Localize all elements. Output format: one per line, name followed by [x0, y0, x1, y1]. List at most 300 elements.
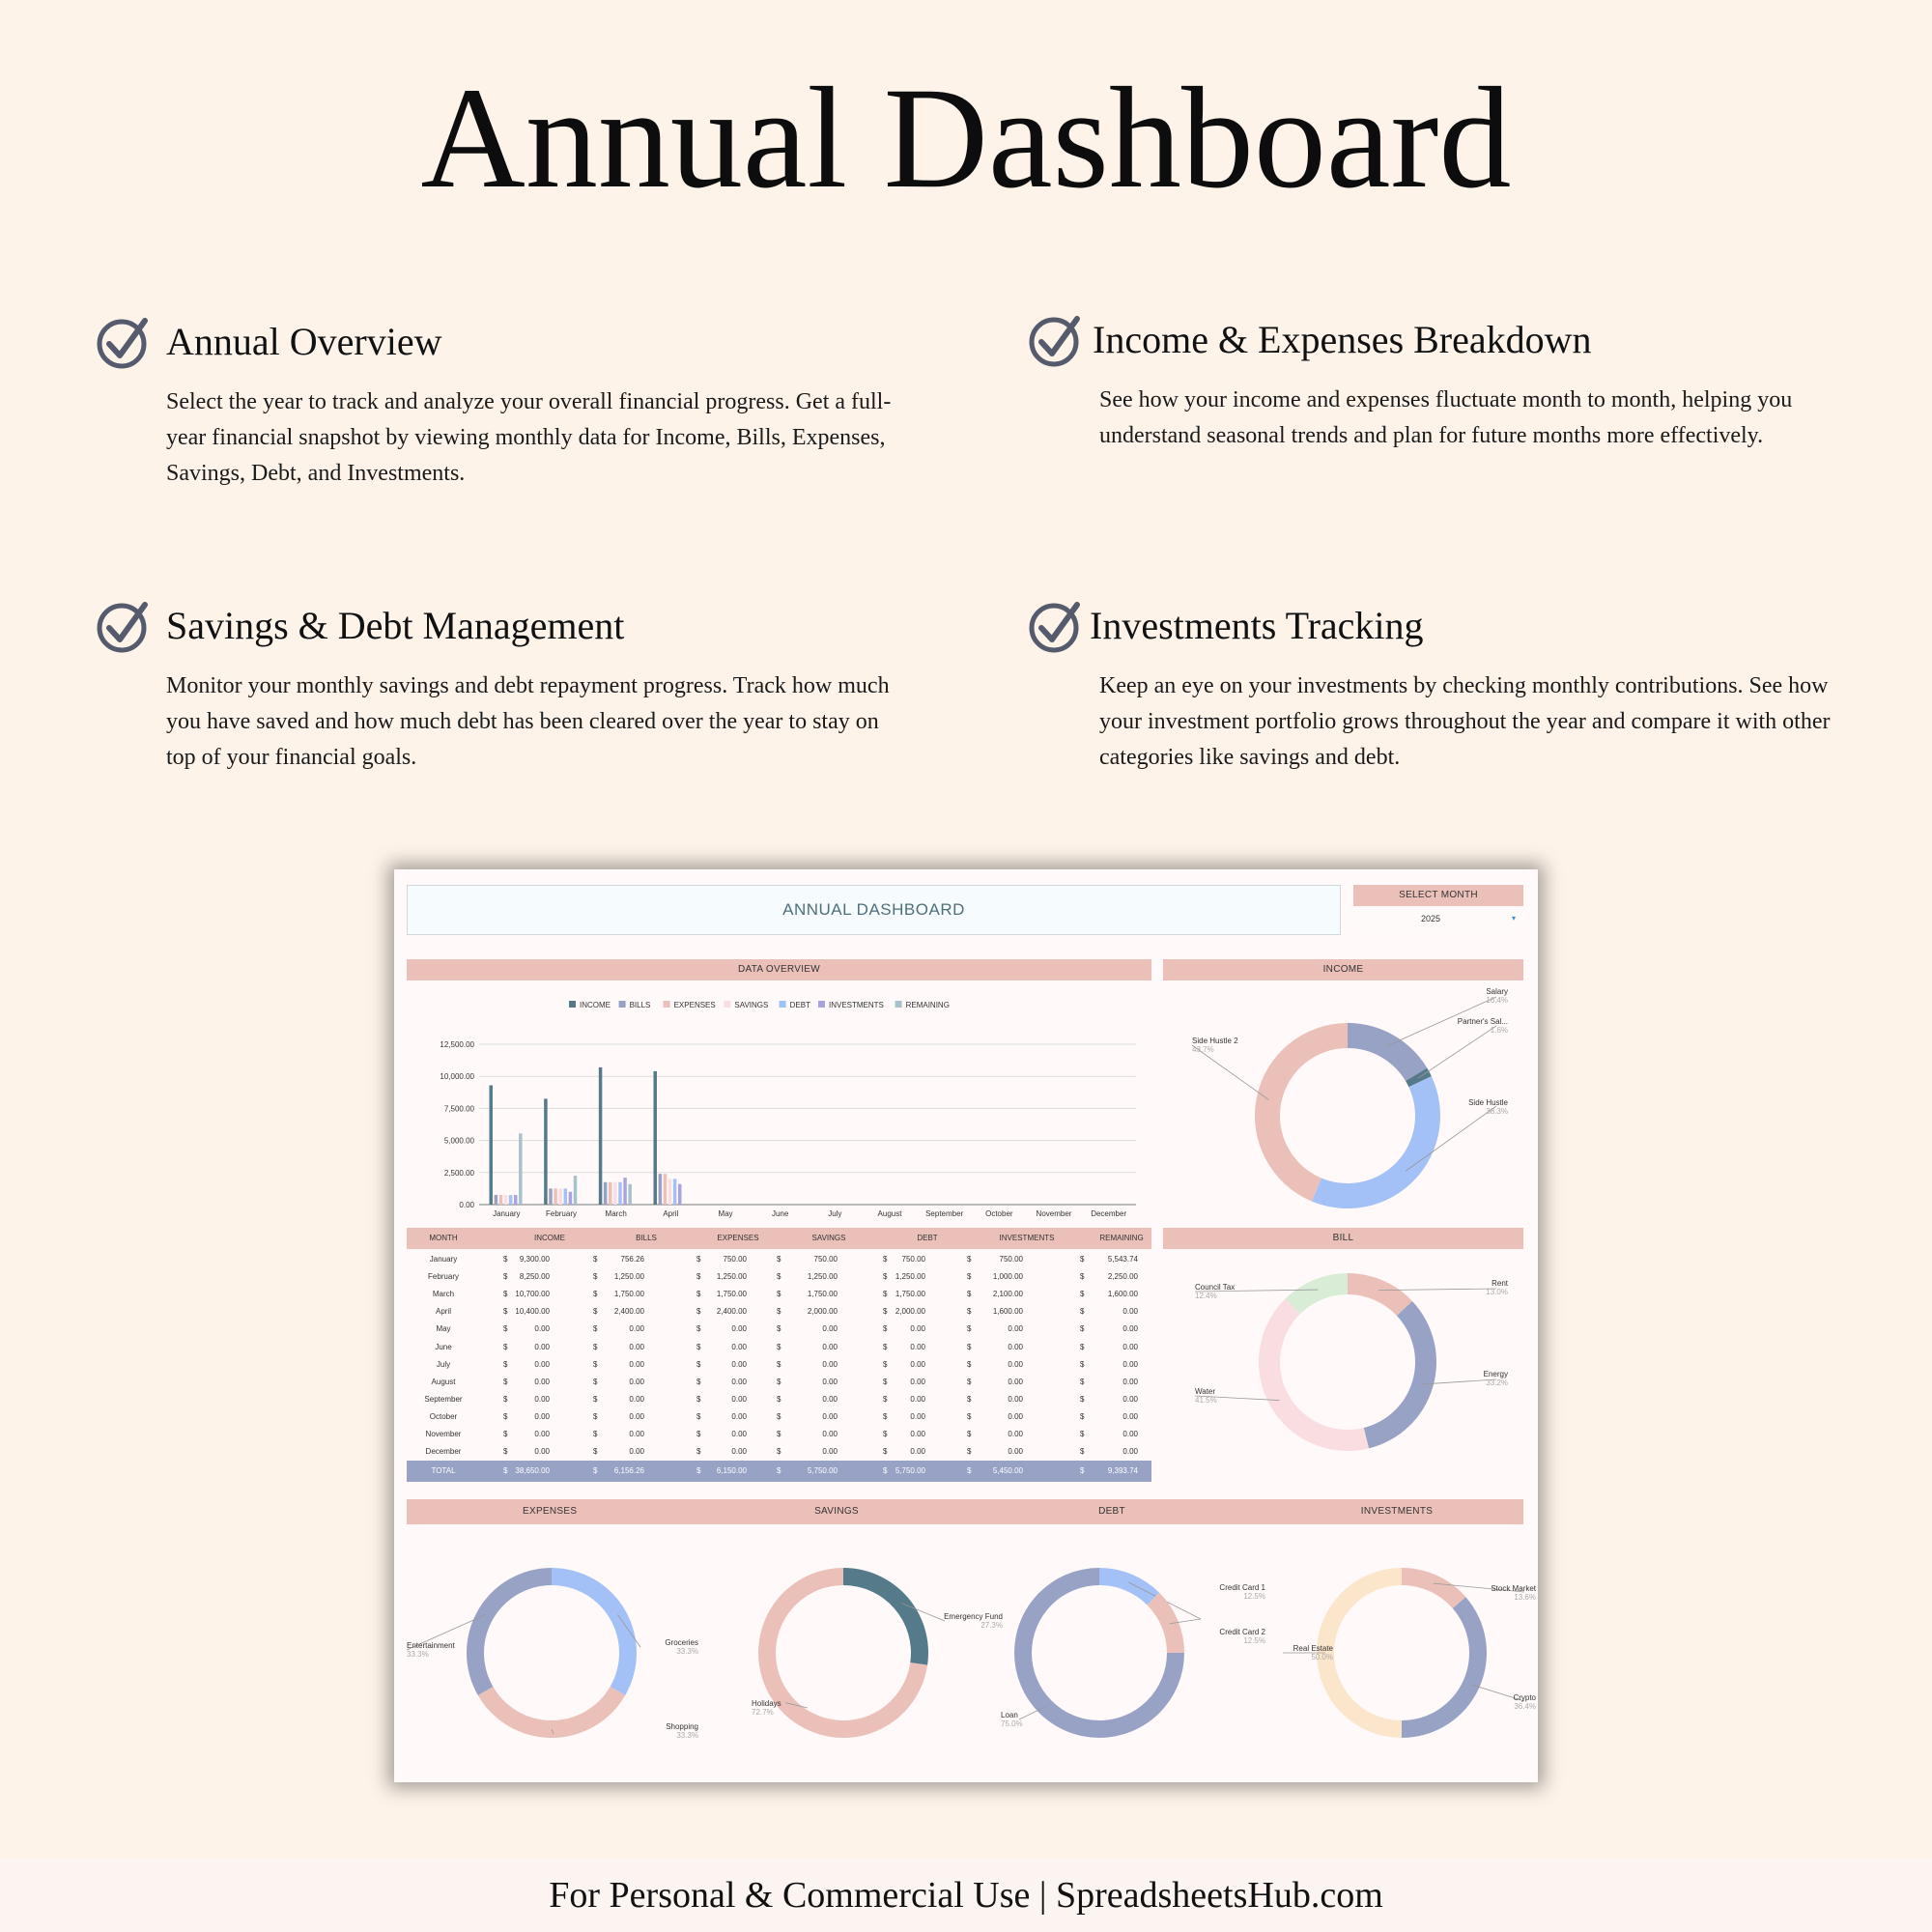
table-cell: 6,156.26	[613, 1466, 644, 1475]
table-cell: 1,750.00	[807, 1290, 838, 1299]
table-cell: $	[967, 1272, 972, 1282]
table-cell: 1,750.00	[716, 1290, 747, 1299]
table-row	[407, 1391, 1151, 1408]
table-cell: $	[777, 1466, 781, 1475]
checkmark-icon	[97, 599, 151, 653]
feature-description: Keep an eye on your investments by checking monthly contributions. See how your investment portfolio grows throughout the year and compare it with other categories like savings and debt.	[1099, 673, 1831, 770]
y-tick-label: 2,500.00	[443, 1168, 474, 1178]
table-cell: 0.00	[731, 1342, 747, 1351]
table-cell: $	[967, 1359, 972, 1369]
table-cell: $	[777, 1430, 781, 1438]
table-cell: $	[696, 1466, 701, 1475]
legend-swatch	[818, 1001, 825, 1008]
legend-item	[818, 1001, 884, 1009]
table-cell: $	[696, 1272, 701, 1282]
legend-label: DEBT	[789, 1001, 810, 1009]
table-cell: BILLS	[636, 1234, 657, 1242]
table-cell: August	[431, 1377, 456, 1386]
footer: For Personal & Commercial Use | SpreadsheetsHub.com	[0, 1859, 1932, 1932]
table-row	[407, 1268, 1151, 1286]
table-cell: 0.00	[910, 1394, 925, 1404]
table-cell: $	[883, 1377, 888, 1386]
table-cell: $	[503, 1307, 508, 1317]
table-cell: $	[696, 1411, 701, 1421]
table-cell: 0.00	[822, 1342, 838, 1351]
table-cell: 0.00	[534, 1394, 550, 1404]
section-header-income: INCOME	[1163, 959, 1523, 980]
investments-donut-chart	[1244, 1526, 1538, 1777]
table-cell: 0.00	[1008, 1394, 1023, 1404]
table-cell: $	[1080, 1377, 1085, 1386]
table-row	[407, 1321, 1151, 1338]
x-tick-label: July	[828, 1209, 842, 1218]
table-cell: $	[967, 1324, 972, 1334]
table-cell: 0.00	[1122, 1430, 1138, 1438]
table-cell: $	[883, 1272, 888, 1282]
table-cell: $	[777, 1290, 781, 1299]
slice-label: Credit Card 2	[1219, 1628, 1265, 1636]
table-cell: $	[777, 1307, 781, 1317]
table-cell: 1,250.00	[807, 1272, 838, 1282]
slice-label: Energy	[1483, 1370, 1508, 1378]
table-cell: October	[429, 1411, 458, 1421]
table-row	[407, 1339, 1151, 1356]
table-cell: 0.00	[534, 1324, 550, 1334]
table-cell: $	[1080, 1359, 1085, 1369]
legend-label: INVESTMENTS	[829, 1001, 884, 1009]
table-cell: $	[593, 1447, 598, 1457]
table-cell: 5,750.00	[807, 1466, 838, 1475]
table-cell: $	[696, 1447, 701, 1457]
legend-swatch	[724, 1001, 730, 1008]
select-month-label: SELECT MONTH	[1353, 885, 1523, 906]
table-cell: 0.00	[1008, 1377, 1023, 1386]
dropdown-arrow-icon[interactable]: ▾	[1511, 914, 1516, 923]
legend-swatch	[619, 1001, 626, 1008]
slice-percent: 27.3%	[980, 1621, 1003, 1630]
page-title: Annual Dashboard	[420, 58, 1512, 218]
slice-label: Stock Market	[1491, 1584, 1536, 1593]
table-cell: $	[777, 1359, 781, 1369]
table-row	[407, 1443, 1151, 1461]
bar-debt-march	[618, 1182, 622, 1205]
table-cell: $	[883, 1307, 888, 1317]
feature-title: Investments Tracking	[1090, 604, 1424, 647]
donut-slice-salary	[1348, 1023, 1427, 1081]
slice-label: Loan	[1001, 1711, 1018, 1719]
table-cell: July	[436, 1359, 451, 1369]
slice-percent: 50.0%	[1311, 1653, 1333, 1662]
bar-debt-february	[564, 1188, 568, 1205]
table-row	[407, 1374, 1151, 1391]
table-cell: 1,750.00	[895, 1290, 925, 1299]
bar-expenses-february	[554, 1188, 557, 1205]
slice-percent: 33.3%	[407, 1650, 429, 1659]
table-cell: $	[503, 1430, 508, 1438]
table-cell: TOTAL	[431, 1466, 456, 1475]
table-cell: 0.00	[822, 1430, 838, 1438]
table-cell: INVESTMENTS	[999, 1234, 1055, 1242]
table-cell: $	[967, 1307, 972, 1317]
slice-label: Shopping	[666, 1722, 698, 1731]
legend-label: SAVINGS	[734, 1001, 769, 1009]
legend-label: EXPENSES	[673, 1001, 716, 1009]
table-cell: 9,300.00	[519, 1255, 550, 1264]
table-cell: $	[696, 1255, 701, 1264]
slice-label: Credit Card 1	[1219, 1583, 1265, 1592]
table-cell: $	[503, 1290, 508, 1299]
table-cell: 0.00	[629, 1447, 644, 1457]
legend-item	[569, 1001, 611, 1009]
table-cell: 0.00	[731, 1411, 747, 1421]
table-cell: $	[777, 1255, 781, 1264]
table-cell: 0.00	[629, 1411, 644, 1421]
table-cell: 0.00	[1008, 1359, 1023, 1369]
table-cell: $	[777, 1377, 781, 1386]
slice-label: Side Hustle 2	[1192, 1037, 1238, 1045]
table-cell: 0.00	[1008, 1411, 1023, 1421]
slice-percent: 75.0%	[1001, 1719, 1023, 1728]
table-cell: 2,000.00	[895, 1307, 925, 1317]
table-cell: 756.26	[620, 1255, 644, 1264]
table-cell: 0.00	[534, 1430, 550, 1438]
slice-percent: 12.4%	[1195, 1292, 1217, 1300]
table-row	[407, 1286, 1151, 1303]
x-tick-label: June	[771, 1209, 789, 1218]
donut-slice-crypto	[1402, 1597, 1487, 1738]
table-cell: $	[967, 1466, 972, 1475]
table-cell: 0.00	[629, 1377, 644, 1386]
slice-percent: 33.3%	[676, 1731, 698, 1740]
slice-percent: 38.3%	[1486, 1107, 1508, 1116]
slice-label: Real Estate	[1293, 1644, 1333, 1653]
legend-label: BILLS	[629, 1001, 651, 1009]
table-cell: $	[503, 1394, 508, 1404]
table-cell: 0.00	[534, 1411, 550, 1421]
bar-remaining-march	[628, 1184, 632, 1205]
slice-label: Water	[1195, 1387, 1216, 1396]
table-cell: $	[777, 1447, 781, 1457]
table-cell: 0.00	[1122, 1359, 1138, 1369]
table-cell: 0.00	[1122, 1377, 1138, 1386]
bar-income-january	[489, 1085, 493, 1205]
table-cell: 0.00	[731, 1377, 747, 1386]
bar-bills-april	[659, 1174, 663, 1205]
donut-slice-credit-card-1	[1099, 1568, 1159, 1605]
x-tick-label: September	[925, 1209, 964, 1218]
table-cell: $	[1080, 1255, 1085, 1264]
table-cell: $	[593, 1324, 598, 1334]
table-cell: $	[967, 1255, 972, 1264]
table-cell: $	[883, 1290, 888, 1299]
table-cell: 750.00	[813, 1255, 838, 1264]
table-cell: $	[967, 1342, 972, 1351]
table-cell: 1,750.00	[613, 1290, 644, 1299]
legend-item	[895, 1001, 950, 1009]
bar-bills-march	[604, 1182, 608, 1205]
table-cell: $	[1080, 1394, 1085, 1404]
table-cell: 750.00	[999, 1255, 1023, 1264]
slice-percent: 1.6%	[1490, 1026, 1508, 1035]
table-cell: 2,400.00	[716, 1307, 747, 1317]
legend-label: REMAINING	[905, 1001, 950, 1009]
slice-label: Partner's Sal...	[1457, 1017, 1508, 1026]
table-cell: 0.00	[1008, 1324, 1023, 1334]
table-cell: 38,650.00	[515, 1466, 550, 1475]
table-cell: EXPENSES	[717, 1234, 759, 1242]
table-cell: $	[593, 1430, 598, 1438]
table-cell: $	[503, 1324, 508, 1334]
bar-remaining-february	[574, 1176, 578, 1205]
legend-label: INCOME	[580, 1001, 611, 1009]
table-cell: $	[1080, 1430, 1085, 1438]
slice-percent: 13.6%	[1514, 1593, 1536, 1602]
feature-description: Monitor your monthly savings and debt repayment progress. Track how much you have saved and how much debt has been cleared over the year to stay on top of your financial goals.	[166, 673, 890, 770]
donut-slice-side-hustle-2	[1255, 1023, 1348, 1202]
table-cell: $	[503, 1272, 508, 1282]
table-cell: $	[696, 1430, 701, 1438]
donut-slice-side-hustle	[1312, 1076, 1440, 1208]
table-cell: $	[696, 1377, 701, 1386]
table-cell: $	[503, 1342, 508, 1351]
table-cell: INCOME	[534, 1234, 565, 1242]
table-cell: $	[1080, 1290, 1085, 1299]
table-cell: 1,250.00	[716, 1272, 747, 1282]
donut-slice-rent	[1348, 1273, 1412, 1316]
table-cell: 0.00	[910, 1377, 925, 1386]
bar-investments-april	[678, 1184, 682, 1205]
x-tick-label: April	[663, 1209, 679, 1218]
table-cell: $	[777, 1411, 781, 1421]
table-cell: $	[967, 1447, 972, 1457]
slice-percent: 43.7%	[1192, 1045, 1214, 1054]
y-tick-label: 7,500.00	[443, 1104, 474, 1114]
table-cell: $	[967, 1377, 972, 1386]
slice-percent: 12.5%	[1243, 1592, 1265, 1601]
table-cell: $	[593, 1342, 598, 1351]
x-tick-label: May	[718, 1209, 733, 1218]
table-cell: 0.00	[629, 1359, 644, 1369]
bar-savings-january	[504, 1195, 508, 1205]
table-cell: $	[1080, 1466, 1085, 1475]
income-donut-chart	[1163, 980, 1523, 1222]
slice-label: Side Hustle	[1468, 1098, 1508, 1107]
table-cell: $	[696, 1342, 701, 1351]
table-cell: 0.00	[1122, 1447, 1138, 1457]
table-cell: $	[593, 1359, 598, 1369]
slice-label: Rent	[1492, 1279, 1508, 1288]
table-cell: 0.00	[731, 1359, 747, 1369]
table-cell: $	[503, 1466, 508, 1475]
slice-percent: 33.3%	[676, 1647, 698, 1656]
table-cell: 1,600.00	[1107, 1290, 1138, 1299]
section-header-savings: SAVINGS	[814, 1506, 859, 1517]
table-cell: February	[427, 1272, 459, 1282]
table-cell: 1,250.00	[613, 1272, 644, 1282]
section-header-bill: BILL	[1163, 1228, 1523, 1249]
table-cell: $	[883, 1447, 888, 1457]
table-cell: 1,600.00	[992, 1307, 1023, 1317]
table-cell: 0.00	[629, 1394, 644, 1404]
table-cell: September	[424, 1394, 463, 1404]
slice-percent: 16.4%	[1486, 996, 1508, 1005]
bar-expenses-january	[499, 1195, 503, 1205]
expenses-donut-chart	[394, 1526, 698, 1777]
table-cell: $	[503, 1255, 508, 1264]
section-header-investments: INVESTMENTS	[1360, 1506, 1434, 1517]
table-cell: 0.00	[1008, 1342, 1023, 1351]
legend-swatch	[895, 1001, 902, 1008]
table-cell: 0.00	[629, 1324, 644, 1334]
x-tick-label: March	[605, 1209, 627, 1218]
table-cell: 1,000.00	[992, 1272, 1023, 1282]
table-cell: 0.00	[822, 1394, 838, 1404]
slice-percent: 36.4%	[1514, 1702, 1536, 1711]
table-cell: $	[777, 1272, 781, 1282]
table-cell: $	[777, 1324, 781, 1334]
bar-bills-february	[549, 1188, 553, 1205]
slice-label: Groceries	[665, 1638, 698, 1647]
table-cell: 5,750.00	[895, 1466, 925, 1475]
table-cell: 0.00	[910, 1342, 925, 1351]
table-cell: 8,250.00	[519, 1272, 550, 1282]
table-cell: $	[1080, 1342, 1085, 1351]
table-cell: $	[503, 1377, 508, 1386]
table-cell: December	[425, 1447, 462, 1457]
table-cell: 0.00	[910, 1411, 925, 1421]
feature-title: Savings & Debt Management	[166, 604, 625, 647]
table-cell: SAVINGS	[811, 1234, 846, 1242]
y-tick-label: 0.00	[459, 1201, 474, 1209]
table-cell: $	[593, 1255, 598, 1264]
donut-slice-emergency-fund	[843, 1568, 928, 1665]
table-cell: REMAINING	[1099, 1234, 1144, 1242]
bar-savings-april	[668, 1179, 672, 1205]
table-row	[407, 1303, 1151, 1321]
table-cell: 750.00	[901, 1255, 925, 1264]
table-cell: 0.00	[534, 1447, 550, 1457]
bar-expenses-april	[664, 1174, 668, 1205]
slice-label: Emergency Fund	[944, 1612, 1003, 1621]
table-cell: 0.00	[534, 1359, 550, 1369]
legend-item	[780, 1001, 810, 1009]
dashboard-title: ANNUAL DASHBOARD	[407, 885, 1341, 935]
table-cell: $	[1080, 1272, 1085, 1282]
table-cell: $	[883, 1466, 888, 1475]
table-cell: MONTH	[429, 1234, 458, 1242]
table-cell: 0.00	[629, 1430, 644, 1438]
year-select[interactable]	[1353, 908, 1523, 929]
table-header-row	[407, 1228, 1151, 1249]
table-cell: 0.00	[910, 1447, 925, 1457]
table-cell: $	[503, 1359, 508, 1369]
savings-donut-chart	[684, 1526, 1003, 1777]
table-cell: $	[1080, 1324, 1085, 1334]
table-cell: 0.00	[1122, 1342, 1138, 1351]
table-cell: 750.00	[723, 1255, 747, 1264]
bar-income-april	[653, 1071, 657, 1205]
legend-swatch	[569, 1001, 576, 1008]
legend-item	[664, 1001, 716, 1009]
checkmark-icon	[1029, 599, 1083, 653]
bar-remaining-january	[519, 1133, 523, 1205]
table-cell: $	[883, 1394, 888, 1404]
table-cell: $	[593, 1290, 598, 1299]
table-row	[407, 1251, 1151, 1268]
table-cell: $	[1080, 1411, 1085, 1421]
feature-title: Income & Expenses Breakdown	[1093, 318, 1592, 361]
table-cell: 0.00	[1008, 1447, 1023, 1457]
section-header-expenses: EXPENSES	[523, 1506, 578, 1517]
table-cell: 2,250.00	[1107, 1272, 1138, 1282]
table-cell: $	[593, 1411, 598, 1421]
slice-label: Salary	[1486, 987, 1508, 996]
table-cell: 5,543.74	[1107, 1255, 1138, 1264]
slice-percent: 33.2%	[1486, 1378, 1508, 1387]
y-tick-label: 5,000.00	[443, 1136, 474, 1146]
table-cell: $	[883, 1359, 888, 1369]
table-cell: $	[696, 1359, 701, 1369]
x-tick-label: October	[985, 1209, 1013, 1218]
table-cell: 0.00	[731, 1447, 747, 1457]
table-cell: $	[967, 1290, 972, 1299]
legend-swatch	[664, 1001, 670, 1008]
table-cell: $	[593, 1377, 598, 1386]
x-tick-label: January	[493, 1209, 521, 1218]
slice-label: Council Tax	[1195, 1283, 1236, 1292]
debt-donut-chart	[964, 1526, 1265, 1777]
table-cell: $	[593, 1466, 598, 1475]
legend-swatch	[780, 1001, 786, 1008]
table-cell: 0.00	[822, 1447, 838, 1457]
table-cell: 0.00	[1122, 1307, 1138, 1317]
table-cell: 10,700.00	[515, 1290, 550, 1299]
bill-donut-chart	[1163, 1251, 1523, 1492]
slice-percent: 72.7%	[752, 1708, 774, 1717]
table-cell: $	[883, 1324, 888, 1334]
y-tick-label: 12,500.00	[440, 1040, 474, 1049]
slice-label: Entertainment	[407, 1641, 455, 1650]
dashboard-preview	[394, 869, 1538, 1782]
table-cell: 0.00	[822, 1377, 838, 1386]
table-row	[407, 1408, 1151, 1426]
table-cell: 0.00	[1008, 1430, 1023, 1438]
donut-slice-stock-market	[1402, 1568, 1465, 1608]
table-cell: 0.00	[534, 1342, 550, 1351]
table-cell: $	[593, 1394, 598, 1404]
table-cell: $	[883, 1255, 888, 1264]
table-cell: $	[883, 1342, 888, 1351]
bar-investments-march	[623, 1178, 627, 1205]
table-cell: 0.00	[1122, 1411, 1138, 1421]
bar-bills-january	[495, 1195, 497, 1205]
table-cell: 0.00	[731, 1430, 747, 1438]
table-cell: 0.00	[822, 1324, 838, 1334]
table-cell: June	[435, 1342, 452, 1351]
feature-title: Annual Overview	[166, 320, 442, 363]
section-header-row	[407, 1499, 1523, 1524]
table-cell: 0.00	[731, 1394, 747, 1404]
table-cell: January	[429, 1255, 458, 1264]
table-cell: 6,150.00	[716, 1466, 747, 1475]
table-cell: $	[1080, 1447, 1085, 1457]
bar-debt-january	[509, 1195, 513, 1205]
section-header-debt: DEBT	[1098, 1506, 1125, 1517]
table-cell: $	[503, 1447, 508, 1457]
table-cell: 2,100.00	[992, 1290, 1023, 1299]
slice-percent: 41.5%	[1195, 1396, 1217, 1405]
bar-income-march	[599, 1067, 603, 1205]
